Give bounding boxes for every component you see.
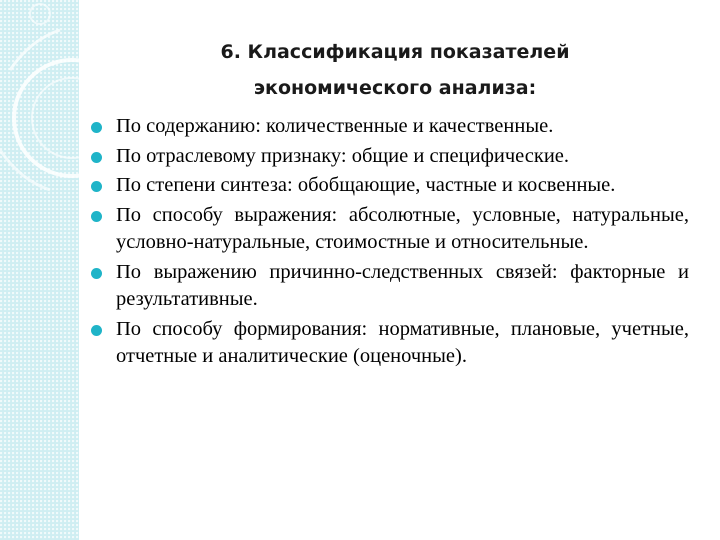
list-item-text: По содержанию: количественные и качественные. [116, 115, 554, 137]
list-item [91, 259, 689, 314]
list-item-text: По способу выражения: абсолютные, условные, натуральные, условно-натуральные, стоимостные и относительные. [116, 203, 689, 253]
decorative-circles-graphic [0, 0, 79, 540]
classification-list [91, 113, 689, 373]
list-item-text: По степени синтеза: обобщающие, частные и косвенные. [116, 174, 616, 196]
list-item [91, 316, 689, 371]
bullet-dot-icon [91, 211, 102, 222]
bullet-dot-icon [91, 268, 102, 279]
list-item [91, 202, 689, 257]
slide-title-line-2: экономического анализа: [253, 77, 537, 99]
bullet-dot-icon [91, 325, 102, 336]
slide-title [130, 34, 660, 106]
list-item [91, 172, 689, 200]
bullet-dot-icon [91, 181, 102, 192]
list-item-text: По способу формирования: нормативные, плановые, учетные, отчетные и аналитические (оценочные). [116, 317, 689, 367]
list-item [91, 143, 689, 171]
bullet-dot-icon [91, 152, 102, 163]
list-item-text: По отраслевому признаку: общие и специфические. [116, 144, 570, 167]
list-item [91, 113, 689, 141]
decorative-side-band [0, 0, 79, 540]
slide-title-line-1: 6. Классификация показателей [220, 41, 570, 63]
bullet-dot-icon [91, 122, 102, 133]
list-item-text: По выражению причинно-следственных связей: факторные и результативные. [116, 260, 689, 310]
